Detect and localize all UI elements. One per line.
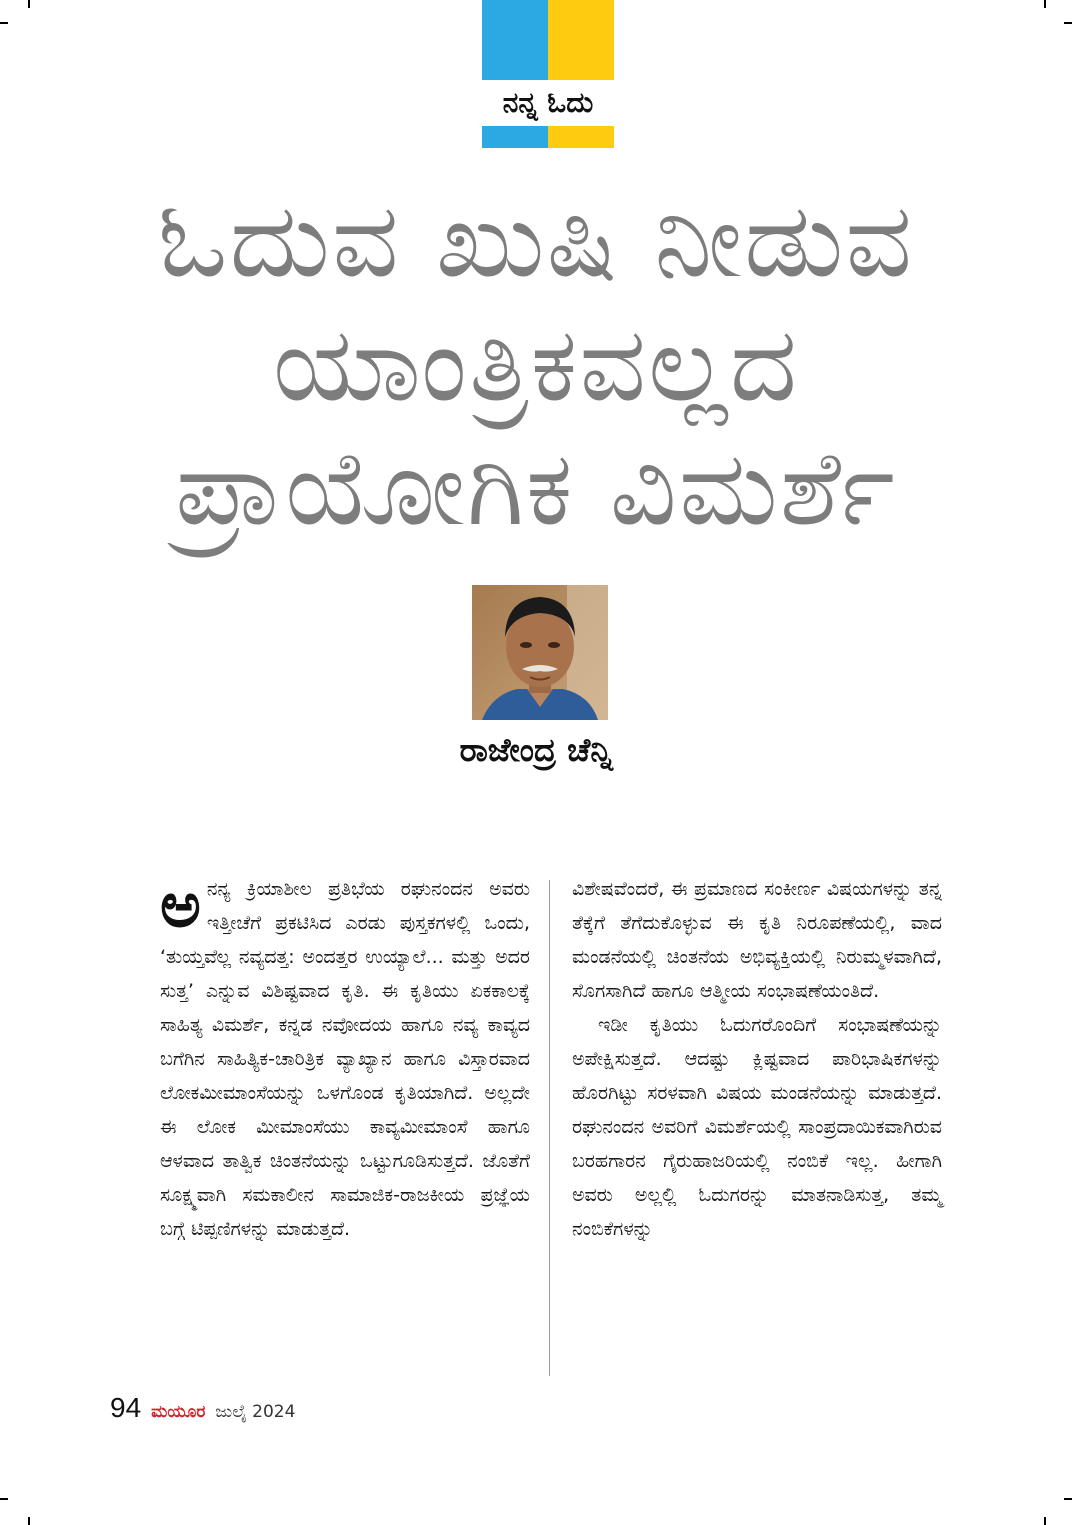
article-paragraph: ಇಡೀ ಕೃತಿಯು ಓದುಗರೊಂದಿಗೆ ಸಂಭಾಷಣೆಯನ್ನು ಅಪೇಕ್ಷಿಸುತ್ತದೆ. ಆದಷ್ಟು ಕ್ಲಿಷ್ಟವಾದ ಪಾರಿಭಾಷಿಕಗಳನ್ನು ಹೊರಗಿಟ್ಟು ಸರಳವಾಗಿ ವಿಷಯ ಮಂಡನೆಯನ್ನು ಮಾಡುತ್ತದೆ. ರಘುನಂದನ ಅವರಿಗೆ ವಿಮರ್ಶೆಯಲ್ಲಿ ಸಾಂಪ್ರದಾಯಿಕವಾಗಿರುವ ಬರಹಗಾರನ ಗೈರುಹಾಜರಿಯಲ್ಲಿ ನಂಬಿಕೆ ಇಲ್ಲ. ಹೀಗಾಗಿ ಅವರು ಅಲ್ಲಲ್ಲಿ ಓದುಗರನ್ನು ಮಾತನಾಡಿಸುತ್ತ, ತಮ್ಮ ನಂಬಿಕೆಗಳನ್ನು [572, 1014, 942, 1240]
crop-mark [0, 22, 8, 24]
article-paragraph: ನನ್ಯ ಕ್ರಿಯಾಶೀಲ ಪ್ರತಿಭೆಯ ರಘುನಂದನ ಅವರು ಇತ್ತೀಚೆಗೆ ಪ್ರಕಟಿಸಿದ ಎರಡು ಪುಸ್ತಕಗಳಲ್ಲಿ ಒಂದು, ‘ತುಯ್ತವೆಲ್ಲ ನವ್ಯದತ್ತ: ಅಂದತ್ತರ ಉಯ್ಯಾಲೆ... ಮತ್ತು ಅದರ ಸುತ್ತ’ ಎನ್ನುವ ವಿಶಿಷ್ಟವಾದ ಕೃತಿ. ಈ ಕೃತಿಯು ಏಕಕಾಲಕ್ಕೆ ಸಾಹಿತ್ಯ ವಿಮರ್ಶೆ, ಕನ್ನಡ ನವೋದಯ ಹಾಗೂ ನವ್ಯ ಕಾವ್ಯದ ಬಗೆಗಿನ ಸಾಹಿತ್ಯಿಕ-ಚಾರಿತ್ರಿಕ ವ್ಯಾಖ್ಯಾನ ಹಾಗೂ ವಿಸ್ತಾರವಾದ ಲೋಕಮೀಮಾಂಸೆಯನ್ನು ಒಳಗೊಂಡ ಕೃತಿಯಾಗಿದೆ. ಅಲ್ಲದೇ ಈ ಲೋಕ ಮೀಮಾಂಸೆಯು ಕಾವ್ಯಮೀಮಾಂಸೆ ಹಾಗೂ ಆಳವಾದ ತಾತ್ವಿಕ ಚಿಂತನೆಯನ್ನು ಒಟ್ಟುಗೂಡಿಸುತ್ತದೆ. ಜೊತೆಗೆ ಸೂಕ್ಷ್ಮವಾಗಿ ಸಮಕಾಲೀನ ಸಾಮಾಜಿಕ-ರಾಜಕೀಯ ಪ್ರಜ್ಞೆಯ ಬಗ್ಗೆ ಟಿಪ್ಪಣಿಗಳನ್ನು ಮಾಡುತ್ತದೆ. [160, 878, 530, 1240]
crop-mark [1064, 22, 1072, 24]
article-headline [80, 178, 992, 550]
headline-line: ಪ್ರಾಯೋಗಿಕ ವಿಮರ್ಶೆ [175, 427, 897, 549]
column-title: ನನ್ನ ಓದು [502, 86, 594, 119]
issue-date: ಜುಲೈ 2024 [215, 1402, 296, 1422]
crop-mark [1044, 1517, 1046, 1525]
badge-yellow-block [548, 0, 614, 80]
page-footer [110, 1392, 295, 1432]
crop-mark [0, 1498, 8, 1500]
drop-cap: ಅ [160, 868, 201, 941]
badge-blue-strip [482, 126, 548, 148]
article-paragraph: ವಿಶೇಷವೆಂದರೆ, ಈ ಪ್ರಮಾಣದ ಸಂಕೀರ್ಣ ವಿಷಯಗಳನ್ನು ತನ್ನ ತೆಕ್ಕೆಗೆ ತೆಗೆದುಕೊಳ್ಳುವ ಈ ಕೃತಿ ನಿರೂಪಣೆಯಲ್ಲಿ, ವಾದ ಮಂಡನೆಯಲ್ಲಿ ಚಿಂತನೆಯ ಅಭಿವ್ಯಕ್ತಿಯಲ್ಲಿ ನಿರುಮ್ಮಳವಾಗಿದೆ, ಸೊಗಸಾಗಿದೆ ಹಾಗೂ ಆತ್ಮೀಯ ಸಂಭಾಷಣೆಯಂತಿದೆ. [572, 878, 942, 1002]
article-column-1 [160, 868, 530, 1246]
article-column-2 [572, 872, 942, 1246]
column-divider [549, 880, 550, 1376]
column-badge [482, 0, 614, 148]
badge-blue-block [482, 0, 548, 80]
crop-mark [1044, 0, 1046, 8]
headline-line: ಓದುವ ಖುಷಿ ನೀಡುವ [157, 179, 915, 301]
badge-yellow-strip [548, 126, 614, 148]
headline-line: ಯಾಂತ್ರಿಕವಲ್ಲದ [272, 303, 800, 425]
crop-mark [28, 1517, 30, 1525]
crop-mark [1064, 1498, 1072, 1500]
author-portrait-icon [472, 585, 608, 720]
magazine-logo: ಮಯೂರ [151, 1402, 206, 1422]
page-number: 94 [110, 1392, 142, 1423]
author-name: ರಾಜೇಂದ್ರ ಚೆನ್ನಿ [459, 731, 613, 769]
crop-mark [28, 0, 30, 8]
